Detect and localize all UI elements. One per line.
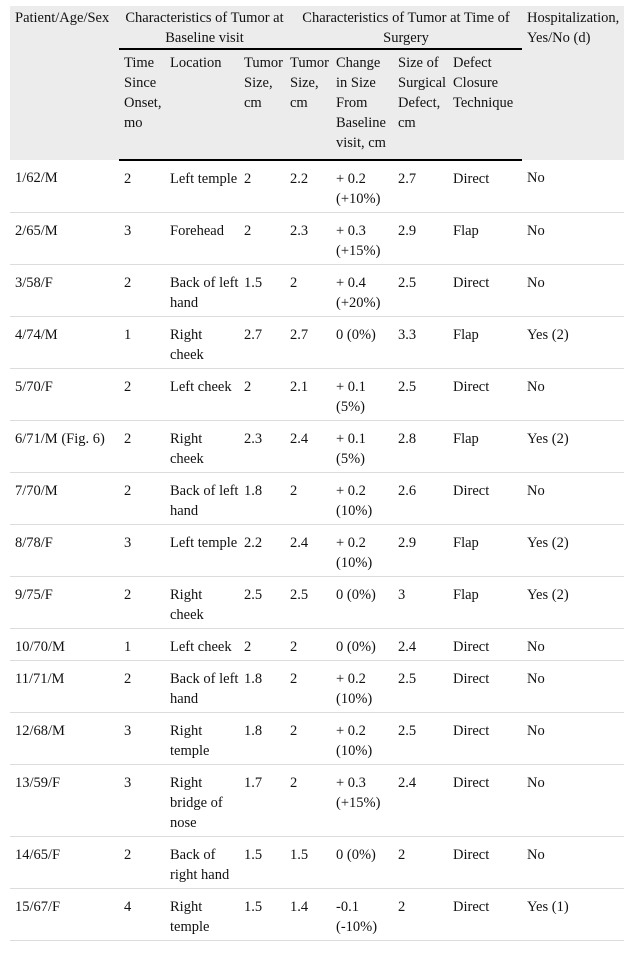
cell-time-since-onset: 2	[119, 577, 165, 629]
header-defect-size: Size of Surgical Defect, cm	[393, 49, 448, 160]
cell-location: Back of right hand	[165, 837, 239, 889]
cell-patient: 13/59/F	[10, 765, 119, 837]
cell-time-since-onset: 2	[119, 837, 165, 889]
cell-defect-size: 2.9	[393, 525, 448, 577]
table-row	[10, 317, 624, 369]
cell-time-since-onset: 1	[119, 629, 165, 661]
cell-defect-size: 2	[393, 837, 448, 889]
cell-hospitalization: No	[522, 837, 624, 889]
cell-patient: 14/65/F	[10, 837, 119, 889]
cell-tumor-size-surgery: 2	[285, 265, 331, 317]
header-surgery-group: Characteristics of Tumor at Time of Surgery	[285, 6, 522, 49]
cell-defect-size: 2.9	[393, 213, 448, 265]
header-change-in-size: Change in Size From Baseline visit, cm	[331, 49, 393, 160]
cell-tumor-size-baseline: 2	[239, 213, 285, 265]
cell-change-in-size: + 0.4 (+20%)	[331, 265, 393, 317]
table-row	[10, 160, 624, 213]
cell-patient: 8/78/F	[10, 525, 119, 577]
cell-time-since-onset: 3	[119, 713, 165, 765]
cell-tumor-size-baseline: 2.5	[239, 577, 285, 629]
table-row	[10, 661, 624, 713]
header-tumor-size-baseline: Tumor Size, cm	[239, 49, 285, 160]
table-row	[10, 421, 624, 473]
table-row	[10, 629, 624, 661]
cell-time-since-onset: 2	[119, 421, 165, 473]
cell-change-in-size: + 0.2 (10%)	[331, 525, 393, 577]
cell-change-in-size: + 0.3 (+15%)	[331, 213, 393, 265]
table-row	[10, 473, 624, 525]
table-row	[10, 889, 624, 941]
cell-location: Back of left hand	[165, 473, 239, 525]
cell-defect-size: 2.5	[393, 713, 448, 765]
cell-tumor-size-surgery: 2	[285, 765, 331, 837]
cell-closure-technique: Flap	[448, 317, 522, 369]
cell-tumor-size-baseline: 2.3	[239, 421, 285, 473]
patient-characteristics-table	[10, 6, 624, 941]
cell-defect-size: 3	[393, 577, 448, 629]
cell-tumor-size-baseline: 1.5	[239, 837, 285, 889]
cell-defect-size: 2.5	[393, 369, 448, 421]
table-body	[10, 160, 624, 941]
cell-tumor-size-baseline: 2	[239, 629, 285, 661]
cell-patient: 15/67/F	[10, 889, 119, 941]
cell-hospitalization: Yes (2)	[522, 421, 624, 473]
cell-location: Left cheek	[165, 369, 239, 421]
cell-location: Forehead	[165, 213, 239, 265]
cell-time-since-onset: 2	[119, 265, 165, 317]
cell-hospitalization: No	[522, 160, 624, 213]
cell-hospitalization: No	[522, 629, 624, 661]
cell-hospitalization: No	[522, 473, 624, 525]
cell-defect-size: 2.7	[393, 160, 448, 213]
cell-change-in-size: -0.1 (-10%)	[331, 889, 393, 941]
cell-change-in-size: + 0.3 (+15%)	[331, 765, 393, 837]
cell-patient: 3/58/F	[10, 265, 119, 317]
cell-patient: 2/65/M	[10, 213, 119, 265]
header-location: Location	[165, 49, 239, 160]
cell-change-in-size: + 0.2 (10%)	[331, 713, 393, 765]
cell-tumor-size-surgery: 2.3	[285, 213, 331, 265]
table-row	[10, 577, 624, 629]
cell-tumor-size-baseline: 1.5	[239, 265, 285, 317]
cell-change-in-size: + 0.1 (5%)	[331, 369, 393, 421]
cell-hospitalization: No	[522, 213, 624, 265]
cell-closure-technique: Direct	[448, 661, 522, 713]
cell-tumor-size-surgery: 2.7	[285, 317, 331, 369]
cell-location: Right cheek	[165, 421, 239, 473]
cell-tumor-size-baseline: 2.7	[239, 317, 285, 369]
cell-tumor-size-baseline: 1.5	[239, 889, 285, 941]
cell-closure-technique: Flap	[448, 577, 522, 629]
cell-hospitalization: Yes (1)	[522, 889, 624, 941]
cell-defect-size: 3.3	[393, 317, 448, 369]
cell-hospitalization: No	[522, 369, 624, 421]
cell-patient: 4/74/M	[10, 317, 119, 369]
cell-location: Right cheek	[165, 317, 239, 369]
cell-tumor-size-baseline: 1.7	[239, 765, 285, 837]
cell-time-since-onset: 3	[119, 525, 165, 577]
cell-hospitalization: Yes (2)	[522, 577, 624, 629]
table-row	[10, 265, 624, 317]
header-tumor-size-surgery: Tumor Size, cm	[285, 49, 331, 160]
header-closure-technique: Defect Closure Technique	[448, 49, 522, 160]
table-row	[10, 369, 624, 421]
cell-hospitalization: No	[522, 713, 624, 765]
table-header	[10, 6, 624, 160]
cell-closure-technique: Direct	[448, 837, 522, 889]
cell-tumor-size-baseline: 2.2	[239, 525, 285, 577]
cell-location: Right cheek	[165, 577, 239, 629]
cell-time-since-onset: 3	[119, 765, 165, 837]
table-row	[10, 713, 624, 765]
cell-location: Back of left hand	[165, 661, 239, 713]
cell-tumor-size-surgery: 2.1	[285, 369, 331, 421]
cell-change-in-size: + 0.2 (+10%)	[331, 160, 393, 213]
cell-time-since-onset: 2	[119, 473, 165, 525]
cell-defect-size: 2.5	[393, 265, 448, 317]
cell-tumor-size-surgery: 2.2	[285, 160, 331, 213]
cell-tumor-size-baseline: 1.8	[239, 713, 285, 765]
cell-patient: 12/68/M	[10, 713, 119, 765]
table-row	[10, 525, 624, 577]
cell-change-in-size: 0 (0%)	[331, 577, 393, 629]
cell-closure-technique: Flap	[448, 421, 522, 473]
cell-change-in-size: 0 (0%)	[331, 629, 393, 661]
cell-defect-size: 2.4	[393, 629, 448, 661]
cell-closure-technique: Direct	[448, 369, 522, 421]
cell-tumor-size-surgery: 2	[285, 713, 331, 765]
cell-time-since-onset: 2	[119, 661, 165, 713]
table-row	[10, 765, 624, 837]
cell-defect-size: 2.5	[393, 661, 448, 713]
cell-defect-size: 2.6	[393, 473, 448, 525]
cell-tumor-size-surgery: 2.4	[285, 525, 331, 577]
cell-change-in-size: 0 (0%)	[331, 317, 393, 369]
cell-location: Right bridge of nose	[165, 765, 239, 837]
cell-tumor-size-baseline: 1.8	[239, 661, 285, 713]
cell-closure-technique: Direct	[448, 765, 522, 837]
cell-closure-technique: Flap	[448, 525, 522, 577]
cell-hospitalization: Yes (2)	[522, 317, 624, 369]
cell-tumor-size-surgery: 2.5	[285, 577, 331, 629]
cell-time-since-onset: 4	[119, 889, 165, 941]
cell-tumor-size-baseline: 1.8	[239, 473, 285, 525]
cell-tumor-size-baseline: 2	[239, 369, 285, 421]
cell-patient: 1/62/M	[10, 160, 119, 213]
cell-change-in-size: 0 (0%)	[331, 837, 393, 889]
cell-defect-size: 2.4	[393, 765, 448, 837]
header-hospitalization: Hospitalization, Yes/No (d)	[522, 6, 624, 160]
cell-location: Left temple	[165, 160, 239, 213]
cell-closure-technique: Direct	[448, 889, 522, 941]
cell-patient: 10/70/M	[10, 629, 119, 661]
cell-tumor-size-baseline: 2	[239, 160, 285, 213]
table-row	[10, 213, 624, 265]
cell-patient: 7/70/M	[10, 473, 119, 525]
cell-closure-technique: Direct	[448, 473, 522, 525]
table-row	[10, 837, 624, 889]
cell-patient: 11/71/M	[10, 661, 119, 713]
cell-closure-technique: Direct	[448, 160, 522, 213]
header-baseline-group: Characteristics of Tumor at Baseline visit	[119, 6, 285, 49]
cell-closure-technique: Direct	[448, 713, 522, 765]
cell-location: Left temple	[165, 525, 239, 577]
cell-location: Right temple	[165, 889, 239, 941]
cell-patient: 6/71/M (Fig. 6)	[10, 421, 119, 473]
cell-time-since-onset: 2	[119, 369, 165, 421]
cell-tumor-size-surgery: 2	[285, 629, 331, 661]
cell-hospitalization: No	[522, 765, 624, 837]
cell-closure-technique: Flap	[448, 213, 522, 265]
cell-tumor-size-surgery: 1.5	[285, 837, 331, 889]
cell-location: Left cheek	[165, 629, 239, 661]
header-time-since-onset: Time Since Onset, mo	[119, 49, 165, 160]
cell-location: Right temple	[165, 713, 239, 765]
cell-time-since-onset: 2	[119, 160, 165, 213]
cell-change-in-size: + 0.1 (5%)	[331, 421, 393, 473]
cell-patient: 9/75/F	[10, 577, 119, 629]
cell-hospitalization: No	[522, 661, 624, 713]
cell-closure-technique: Direct	[448, 629, 522, 661]
cell-patient: 5/70/F	[10, 369, 119, 421]
cell-change-in-size: + 0.2 (10%)	[331, 661, 393, 713]
cell-closure-technique: Direct	[448, 265, 522, 317]
cell-tumor-size-surgery: 2	[285, 661, 331, 713]
cell-time-since-onset: 1	[119, 317, 165, 369]
cell-defect-size: 2	[393, 889, 448, 941]
cell-defect-size: 2.8	[393, 421, 448, 473]
header-patient: Patient/Age/Sex	[10, 6, 119, 160]
cell-time-since-onset: 3	[119, 213, 165, 265]
cell-hospitalization: No	[522, 265, 624, 317]
cell-tumor-size-surgery: 2.4	[285, 421, 331, 473]
cell-location: Back of left hand	[165, 265, 239, 317]
cell-hospitalization: Yes (2)	[522, 525, 624, 577]
cell-tumor-size-surgery: 2	[285, 473, 331, 525]
cell-change-in-size: + 0.2 (10%)	[331, 473, 393, 525]
cell-tumor-size-surgery: 1.4	[285, 889, 331, 941]
